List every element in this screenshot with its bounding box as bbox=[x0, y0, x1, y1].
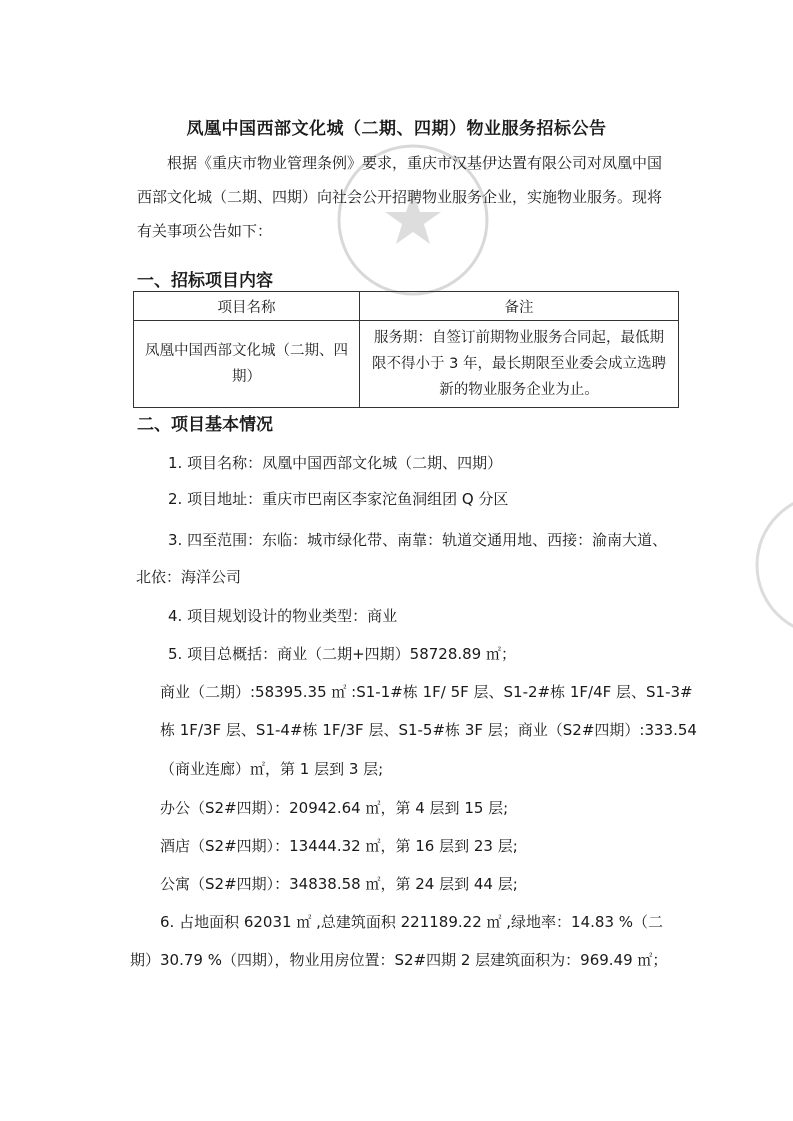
intro-paragraph bbox=[137, 146, 682, 248]
table-cell-note: 服务期：自签订前期物业服务合同起，最低期 限不得小于 3 年，最长期限至业委会成立选聘 新的物业服务企业为止。 bbox=[360, 321, 679, 408]
item-5-hotel: 酒店（S2#四期）：13444.32 ㎡，第 16 层到 23 层; bbox=[160, 837, 518, 855]
item-1: 1. 项目名称：凤凰中国西部文化城（二期、四期） bbox=[168, 454, 503, 472]
page-title: 凤凰中国西部文化城（二期、四期）物业服务招标公告 bbox=[186, 119, 607, 139]
table-header-name: 项目名称 bbox=[134, 292, 360, 321]
item-3: 3. 四至范围：东临：城市绿化带、南靠：轨道交通用地、西接：渝南大道、 bbox=[168, 531, 668, 549]
project-table bbox=[133, 291, 679, 408]
item-3-cont: 北依：海洋公司 bbox=[136, 568, 242, 586]
table-header-note: 备注 bbox=[360, 292, 679, 321]
table-header-row bbox=[134, 292, 679, 321]
table-row bbox=[134, 321, 679, 408]
item-4: 4. 项目规划设计的物业类型：商业 bbox=[168, 607, 398, 625]
item-2: 2. 项目地址：重庆市巴南区李家沱鱼洞组团 Q 分区 bbox=[168, 490, 509, 508]
item-5-commercial-3: （商业连廊）㎡，第 1 层到 3 层; bbox=[160, 760, 384, 778]
item-6: 6. 占地面积 62031 ㎡ ,总建筑面积 221189.22 ㎡ ,绿地率：14.83 %（二 bbox=[160, 913, 664, 931]
item-5: 5. 项目总概括：商业（二期+四期）58728.89 ㎡； bbox=[168, 645, 516, 663]
section-2-heading: 二、项目基本情况 bbox=[137, 415, 273, 435]
item-5-commercial-2: 栋 1F/3F 层、S1-4#栋 1F/3F 层、S1-5#栋 3F 层；商业（S2#四期）:333.54 bbox=[160, 721, 697, 739]
item-5-office: 办公（S2#四期）：20942.64 ㎡，第 4 层到 15 层; bbox=[160, 799, 509, 817]
table-cell-name: 凤凰中国西部文化城（二期、四 期） bbox=[134, 321, 360, 408]
item-5-commercial-1: 商业（二期）:58395.35 ㎡ :S1-1#栋 1F/ 5F 层、S1-2#栋 1F/4F 层、S1-3# bbox=[160, 683, 693, 701]
item-6-cont: 期）30.79 %（四期），物业用房位置：S2#四期 2 层建筑面积为：969.49 ㎡； bbox=[130, 951, 668, 969]
intro-line-2: 西部文化城（二期、四期）向社会公开招聘物业服务企业，实施物业服务。现将 bbox=[137, 188, 663, 206]
partial-seal-icon bbox=[752, 490, 793, 640]
section-1-heading: 一、招标项目内容 bbox=[137, 271, 273, 291]
intro-line-3: 有关事项公告如下： bbox=[137, 222, 273, 240]
item-5-apartment: 公寓（S2#四期）：34838.58 ㎡，第 24 层到 44 层; bbox=[160, 875, 518, 893]
intro-line-1: 根据《重庆市物业管理条例》要求，重庆市汉基伊达置有限公司对凤凰中国 bbox=[167, 154, 663, 172]
